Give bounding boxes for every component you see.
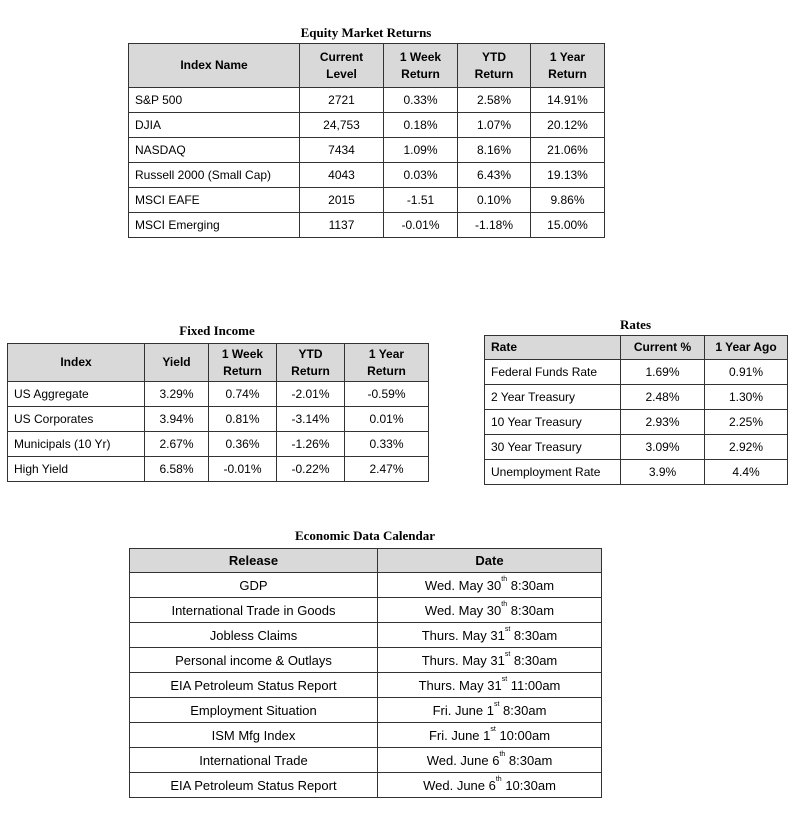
cell-value: 8.16% xyxy=(458,138,531,163)
column-header-line: 1 Week xyxy=(399,49,442,64)
row-label: S&P 500 xyxy=(129,88,300,113)
table-row xyxy=(485,435,788,460)
release-date xyxy=(378,748,602,773)
date-ordinal: th xyxy=(501,600,508,608)
time-text: 10:00am xyxy=(495,727,551,743)
row-label: MSCI Emerging xyxy=(129,213,300,238)
release-date xyxy=(378,623,602,648)
equity-table xyxy=(128,43,605,238)
cell-value: 0.91% xyxy=(705,360,788,385)
column-header-line: Return xyxy=(401,66,440,81)
column-header xyxy=(384,44,458,88)
cell-value: 2.48% xyxy=(621,385,705,410)
column-header: Index Name xyxy=(129,44,300,88)
release-date xyxy=(378,723,602,748)
cell-value: -2.01% xyxy=(277,382,345,407)
cell-value: 0.33% xyxy=(384,88,458,113)
column-header-line: 1 Year xyxy=(368,346,405,361)
date-ordinal: th xyxy=(499,750,506,758)
table-row xyxy=(129,138,605,163)
table-row xyxy=(485,360,788,385)
column-header xyxy=(277,344,345,382)
column-header: Release xyxy=(130,549,378,573)
column-header-line: YTD xyxy=(298,346,323,361)
date-ordinal: st xyxy=(504,650,511,658)
release-date xyxy=(378,698,602,723)
date-text: Wed. May 30 xyxy=(424,602,502,618)
cell-value: 6.43% xyxy=(458,163,531,188)
time-text: 8:30am xyxy=(505,752,553,768)
cell-value: 2.58% xyxy=(458,88,531,113)
column-header: Index xyxy=(8,344,145,382)
cell-value: -1.18% xyxy=(458,213,531,238)
release-name: EIA Petroleum Status Report xyxy=(130,773,378,798)
cell-value: 2.47% xyxy=(345,457,429,482)
row-label: NASDAQ xyxy=(129,138,300,163)
table-row xyxy=(130,748,602,773)
date-text: Wed. June 6 xyxy=(423,777,496,793)
column-header-line: Return xyxy=(367,363,406,378)
release-date xyxy=(378,648,602,673)
date-text: Wed. May 30 xyxy=(424,577,502,593)
rates-title: Rates xyxy=(619,317,652,332)
column-header-line: Return xyxy=(223,363,262,378)
cell-value: 3.9% xyxy=(621,460,705,485)
date-text: Thurs. May 31 xyxy=(421,652,505,668)
column-header xyxy=(300,44,384,88)
row-label: Municipals (10 Yr) xyxy=(8,432,145,457)
row-label: High Yield xyxy=(8,457,145,482)
cell-value: -0.22% xyxy=(277,457,345,482)
cell-value: 1.09% xyxy=(384,138,458,163)
release-name: ISM Mfg Index xyxy=(130,723,378,748)
economic-calendar-table xyxy=(129,548,602,798)
table-row xyxy=(130,623,602,648)
table-row xyxy=(130,648,602,673)
cell-value: 0.10% xyxy=(458,188,531,213)
cell-value: -1.26% xyxy=(277,432,345,457)
cell-value: 0.74% xyxy=(209,382,277,407)
column-header-line: 1 Year xyxy=(549,49,586,64)
table-row xyxy=(130,673,602,698)
cell-value: 2721 xyxy=(300,88,384,113)
date-text: Fri. June 1 xyxy=(432,702,494,718)
release-date xyxy=(378,573,602,598)
column-header-line: Return xyxy=(548,66,587,81)
cell-value: 0.81% xyxy=(209,407,277,432)
cell-value: 2.25% xyxy=(705,410,788,435)
time-text: 11:00am xyxy=(507,677,561,693)
row-label: 30 Year Treasury xyxy=(485,435,621,460)
cell-value: 2.67% xyxy=(145,432,209,457)
column-header-line: 1 Week xyxy=(221,346,264,361)
column-header xyxy=(531,44,605,88)
cell-value: 1.30% xyxy=(705,385,788,410)
time-text: 8:30am xyxy=(507,602,555,618)
table-row xyxy=(130,698,602,723)
row-label: DJIA xyxy=(129,113,300,138)
fixed-income-title: Fixed Income xyxy=(179,323,255,338)
date-ordinal: st xyxy=(504,625,511,633)
date-ordinal: st xyxy=(490,725,496,733)
column-header xyxy=(458,44,531,88)
date-text: Thurs. May 31 xyxy=(418,677,502,693)
date-ordinal: st xyxy=(493,700,500,708)
row-label: Federal Funds Rate xyxy=(485,360,621,385)
cell-value: 2015 xyxy=(300,188,384,213)
cell-value: 21.06% xyxy=(531,138,605,163)
row-label: MSCI EAFE xyxy=(129,188,300,213)
table-row xyxy=(130,573,602,598)
release-name: GDP xyxy=(130,573,378,598)
table-row xyxy=(129,188,605,213)
date-ordinal: th xyxy=(495,775,502,783)
cell-value: 1.69% xyxy=(621,360,705,385)
table-row xyxy=(8,457,429,482)
time-text: 8:30am xyxy=(510,652,558,668)
date-ordinal: st xyxy=(501,675,508,683)
column-header xyxy=(209,344,277,382)
time-text: 10:30am xyxy=(501,777,556,793)
cell-value: -0.01% xyxy=(384,213,458,238)
table-row xyxy=(129,88,605,113)
row-label: 10 Year Treasury xyxy=(485,410,621,435)
table-row xyxy=(129,113,605,138)
table-row xyxy=(130,773,602,798)
cell-value: -0.59% xyxy=(345,382,429,407)
cell-value: 6.58% xyxy=(145,457,209,482)
row-label: Russell 2000 (Small Cap) xyxy=(129,163,300,188)
cell-value: 0.03% xyxy=(384,163,458,188)
cell-value: 14.91% xyxy=(531,88,605,113)
column-header-line: Level xyxy=(326,66,357,81)
cell-value: 9.86% xyxy=(531,188,605,213)
release-name: International Trade in Goods xyxy=(130,598,378,623)
cell-value: 4.4% xyxy=(705,460,788,485)
table-row xyxy=(129,213,605,238)
table-row xyxy=(130,723,602,748)
table-row xyxy=(485,410,788,435)
release-date xyxy=(378,673,602,698)
cell-value: 2.92% xyxy=(705,435,788,460)
cell-value: 0.33% xyxy=(345,432,429,457)
release-name: Jobless Claims xyxy=(130,623,378,648)
time-text: 8:30am xyxy=(510,627,558,643)
table-row xyxy=(485,460,788,485)
fixed-income-table xyxy=(7,343,429,482)
cell-value: 15.00% xyxy=(531,213,605,238)
cell-value: 3.09% xyxy=(621,435,705,460)
release-name: EIA Petroleum Status Report xyxy=(130,673,378,698)
cell-value: 24,753 xyxy=(300,113,384,138)
table-row xyxy=(8,382,429,407)
column-header-line: YTD xyxy=(482,49,506,64)
release-name: Employment Situation xyxy=(130,698,378,723)
release-date xyxy=(378,773,602,798)
table-row xyxy=(8,432,429,457)
release-date xyxy=(378,598,602,623)
column-header: Yield xyxy=(145,344,209,382)
date-text: Wed. June 6 xyxy=(426,752,500,768)
table-row xyxy=(8,407,429,432)
row-label: 2 Year Treasury xyxy=(485,385,621,410)
row-label: US Aggregate xyxy=(8,382,145,407)
cell-value: 2.93% xyxy=(621,410,705,435)
cell-value: 20.12% xyxy=(531,113,605,138)
cell-value: 3.94% xyxy=(145,407,209,432)
rates-table xyxy=(484,335,788,485)
column-header: 1 Year Ago xyxy=(705,336,788,360)
column-header: Date xyxy=(378,549,602,573)
date-text: Thurs. May 31 xyxy=(421,627,505,643)
cell-value: 19.13% xyxy=(531,163,605,188)
time-text: 8:30am xyxy=(507,577,555,593)
cell-value: 3.29% xyxy=(145,382,209,407)
release-name: International Trade xyxy=(130,748,378,773)
cell-value: 7434 xyxy=(300,138,384,163)
date-ordinal: th xyxy=(501,575,508,583)
table-row xyxy=(485,385,788,410)
table-row xyxy=(130,598,602,623)
equity-title: Equity Market Returns xyxy=(300,25,432,40)
row-label: US Corporates xyxy=(8,407,145,432)
cell-value: -0.01% xyxy=(209,457,277,482)
column-header-line: Return xyxy=(474,66,514,81)
row-label: Unemployment Rate xyxy=(485,460,621,485)
cell-value: -3.14% xyxy=(277,407,345,432)
release-name: Personal income & Outlays xyxy=(130,648,378,673)
table-row xyxy=(129,163,605,188)
cell-value: 0.01% xyxy=(345,407,429,432)
column-header: Current % xyxy=(621,336,705,360)
cell-value: 0.18% xyxy=(384,113,458,138)
column-header-line: Current xyxy=(319,49,364,64)
date-text: Fri. June 1 xyxy=(428,727,491,743)
cell-value: 1137 xyxy=(300,213,384,238)
column-header xyxy=(345,344,429,382)
column-header-line: Return xyxy=(291,363,330,378)
economic-calendar-title: Economic Data Calendar xyxy=(294,528,436,543)
cell-value: 0.36% xyxy=(209,432,277,457)
column-header: Rate xyxy=(485,336,621,360)
time-text: 8:30am xyxy=(499,702,547,718)
cell-value: 1.07% xyxy=(458,113,531,138)
cell-value: 4043 xyxy=(300,163,384,188)
cell-value: -1.51 xyxy=(384,188,458,213)
